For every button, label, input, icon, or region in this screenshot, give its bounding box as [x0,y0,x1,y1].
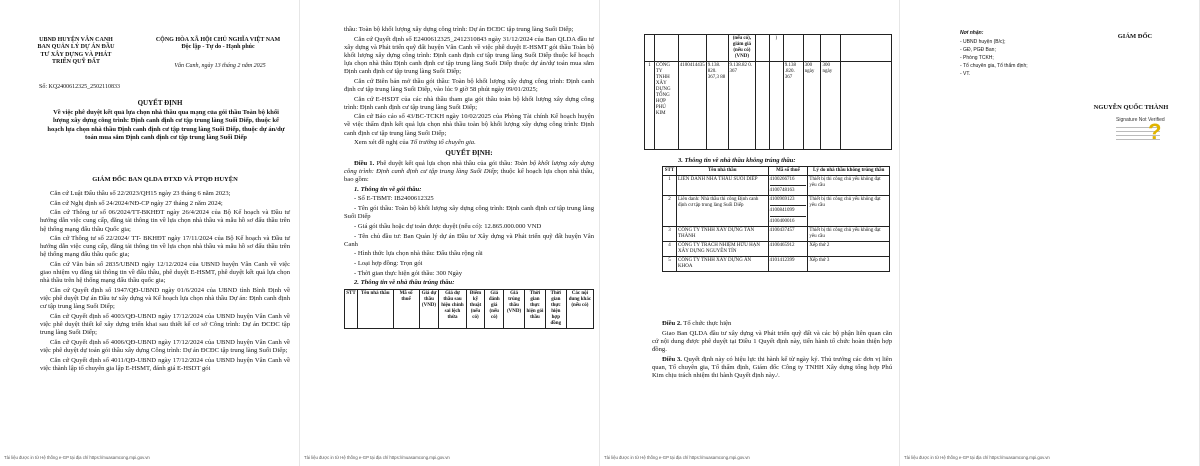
table-row [663,242,890,257]
col-header: Giá trúng thầu (VND) [504,290,525,329]
legal-basis: Căn cứ Báo cáo số 43/BC-TCKH ngày 10/02/2025 của Phòng Tài chính Kế hoạch huyện về việc thẩm định kết quả lựa chọn nhà thầu toàn bộ khối lượng xây dựng công trình: Định canh định cư tập trung làng Suối Diếp; [344,113,594,137]
row-tax: 4100414435 [678,62,706,150]
articles-2-3 [652,320,892,381]
row-bid-adjusted: 9.138.82 0. 367 [728,62,756,150]
recipients-title: Nơi nhận: [960,30,984,36]
row-reason: Xếp thứ 2 [808,242,890,257]
table-cell [783,35,803,62]
table-row [663,257,890,272]
article-text: ; thuộc kế hoạch lựa chọn nhà thầu, bao gồm: [344,167,594,184]
nation-line: CỘNG HÒA XÃ HỘI CHỦ NGHĨA VIỆT NAM [155,37,281,43]
signature-status: Signature Not Verified [1116,117,1165,123]
table-cell [756,62,770,150]
consideration [344,139,594,147]
page-footer: Tài liệu được in từ Hệ thống e-GP tại địa chỉ https://muasamcong.mpi.gov.vn [904,455,1050,460]
article-label: Điều 2. [662,320,682,327]
tax-code: 4100748163 [770,185,807,194]
row-name: Liên danh: Nhà thầu thi công Định canh định cư tập trung làng Suối Diếp [676,196,768,227]
decision-subject: Về việc phê duyệt kết quả lựa chọn nhà thầu qua mạng của gói thầu Toàn bộ khối lượng xây dựng công trình: Định canh định cư tập trung làng Suối Diếp, thuộc kế hoạch lựa chọn nhà thầu Định canh định cư tập trung làng Suối Diếp, thuộc dự án/dự toán mua sắm Định canh định cư tập trung làng Suối Diếp [47,109,285,141]
row-name: CÔNG TY TNHH XÂY DỰNG TẤN THÀNH [676,227,768,242]
legal-basis: Căn cứ Luật Đấu thầu số 22/2023/QH15 ngày 23 tháng 6 năm 2023; [50,190,231,197]
page-footer: Tài liệu được in từ Hệ thống e-GP tại địa chỉ https://muasamcong.mpi.gov.vn [304,455,450,460]
document-page-4 [900,0,1199,466]
row-tax [768,196,808,227]
article-2-heading [652,320,892,328]
legal-basis: Căn cứ Quyết định số 1947/QĐ-UBND ngày 01/6/2024 của UBND tỉnh Bình Định về việc phê duyệt Dự án Đầu tư xây dựng và Kế hoạch lựa chọn nhà thầu Dự án: Định canh định cư tập trung làng Suối Diếp; [40,287,290,311]
col-header: STT [663,167,677,176]
agency-line: TƯ XÂY DỰNG VÀ PHÁT [40,51,112,58]
table-cell: ) [770,35,784,62]
row-bid: 9.138. 820. 367,3 88 [706,62,728,150]
authority: GIÁM ĐỐC BAN QLDA ĐTXD VÀ PTQĐ HUYỆN [92,176,238,183]
table-cell [706,35,728,62]
page-footer: Tài liệu được in từ Hệ thống e-GP tại địa chỉ https://muasamcong.mpi.gov.vn [4,455,150,460]
signer-title: GIÁM ĐỐC [1117,33,1153,40]
recipient: - VT. [960,71,971,77]
article-2-text: Giao Ban QLDA đầu tư xây dựng và Phát triển quỹ đất và các bộ phận liên quan căn cứ nội dung được phê duyệt tại Điều 1 Quyết định này, tiến hành tổ chức hoàn thiện hợp đồng. [652,329,892,353]
table-row [663,227,890,242]
recipients [960,30,1060,77]
legal-basis: Căn cứ Thông tư số 06/2024/TT-BKHĐT ngày 26/4/2024 của Bộ Kế hoạch và Đầu tư hướng dẫn việc cung cấp, đăng tải thông tin về lựa chọn nhà thầu và mẫu hồ sơ đấu thầu trên hệ thống mạng đấu thầu Quốc gia; [40,209,290,233]
winner-table [644,34,892,150]
table-cell [803,35,821,62]
document-page-3 [600,0,899,466]
table-cell [678,35,706,62]
section-package-info: 1. Thông tin về gói thầu: [354,185,422,193]
agency-line: UBND HUYỆN VÂN CANH [39,37,113,43]
document-page-2 [300,0,599,466]
row-award: 9.138 .820. 367 [783,62,803,150]
info-line: - Số E-TBMT: IB2400612325 [354,195,434,203]
tax-code: 4100969123 [769,197,795,202]
consideration-ref: Tổ trưởng tổ chuyên gia. [410,139,476,147]
table-cell [841,35,892,62]
document-page-1 [0,0,299,466]
col-header: Thời gian thực hiện gói thầu [525,290,546,329]
row-reason: Thiết bị thi công chủ yếu không đạt yêu cầu [808,176,890,196]
table-header-row [345,290,594,329]
row-stt: 2 [663,196,677,227]
decision-title: QUYẾT ĐỊNH [137,99,183,107]
table-header-row [663,167,890,176]
info-line: - Tên chủ đầu tư: Ban Quản lý dự án Đầu tư Xây dựng và Phát triển quỹ đất huyện Vân Canh [344,232,594,248]
table-cell [770,62,784,150]
article-1 [344,160,594,184]
section-winner: 2. Thông tin về nhà thầu trúng thầu: [354,279,455,287]
row-name: LIÊN DANH NHÀ THẦU SUỐI DIẾP [676,176,768,196]
article-title: Tổ chức thực hiện [681,320,732,327]
signer-name: NGUYỄN QUỐC THÀNH [1093,104,1169,111]
non-winner-table [662,166,890,272]
legal-basis: Căn cứ E-HSDT của các nhà thầu tham gia gói thầu toàn bộ khối lượng xây dựng công trình: Định canh định cư tập trung làng Suối Diếp; [344,95,594,111]
decide-title: QUYẾT ĐỊNH: [445,149,493,158]
tax-code: 4100400016 [770,216,807,225]
row-stt: 3 [663,227,677,242]
legal-basis: Căn cứ Quyết định số 4006/QĐ-UBND ngày 17/12/2024 của UBND huyện Vân Canh về việc phê duyệt dự toán gói thầu xây dựng Công trình: Dự án ĐCĐC tập trung làng Suối Diếp; [40,338,290,354]
recipient: - Phòng TCKH; [960,55,994,61]
table-row [645,62,892,150]
col-header: Lý do nhà thầu không trúng thầu [808,167,890,176]
col-header: Tên nhà thầu [358,290,394,329]
winner-table-header [344,289,594,329]
issuing-agency [36,37,116,67]
col-header: Thời gian thực hiện hợp đồng [545,290,566,329]
tax-code: 4100266716 [769,177,795,182]
agency-line: BAN QUẢN LÝ DỰ ÁN ĐẦU [37,44,115,51]
legal-basis: Căn cứ Quyết định số 4003/QĐ-UBND ngày 17/12/2024 của UBND huyện Vân Canh về việc phê duyệt thiết kế xây dựng triển khai sau thiết kế cơ sở Công trình: Dự án ĐCĐC tập trung làng Suối Diếp; [40,312,290,337]
row-contract-duration: 300 ngày [821,62,841,150]
document-number: Số: KQ2400612325_2502110833 [39,84,120,90]
row-reason: Xếp thứ 3 [808,257,890,272]
package-name: Toàn bộ khối lượng xây dựng công trình: Định canh định cư tập trung làng Suối Diếp [344,159,595,175]
legal-basis: Căn cứ Nghị định số 24/2024/NĐ-CP ngày 27 tháng 2 năm 2024; [50,199,223,207]
article-label: Điều 3. [662,355,682,363]
row-stt: 5 [663,257,677,272]
page-footer: Tài liệu được in từ Hệ thống e-GP tại địa chỉ https://muasamcong.mpi.gov.vn [604,455,750,460]
legal-basis: Căn cứ Thông tư số 22/2024/ TT- BKHĐT ngày 17/11/2024 của Bộ Kế hoạch và Đầu tư hướng dẫn việc cung cấp, đăng tải thông tin về lựa chọn nhà thầu và mẫu hồ sơ đấu thầu trên hệ thống mạng đấu thầu quốc gia; [40,235,290,259]
info-line: - Loại hợp đồng: Trọn gói [354,260,423,268]
col-header: Các nội dung khác (nếu có) [566,290,593,329]
legal-bases [40,190,290,374]
motto-line: Độc lập - Tự do - Hạnh phúc [181,44,255,51]
section-non-winners: 3. Thông tin về nhà thầu không trúng thầu: [678,157,796,164]
row-stt: 1 [645,62,655,150]
legal-basis: Căn cứ Văn bản số 2835/UBND ngày 12/12/2024 của UBND huyện Vân Canh về việc giao nhiệm vụ đăng tải thông tin về đấu thầu, phê duyệt E-HSMT, phê duyệt kết quả lựa chọn nhà thầu trên hệ thống mạng đấu thầu quốc gia; [40,261,290,285]
article-text: Phê duyệt kết quả lựa chọn nhà thầu của gói thầu: [374,159,515,167]
info-line: - Hình thức lựa chọn nhà thầu: Đấu thầu rộng rãi [354,250,483,258]
legal-basis: Căn cứ Quyết định số 4011/QĐ-UBND ngày 17/12/2024 của UBND huyện Vân Canh về việc thành lập tổ chuyên gia lập E-HSMT, đánh giá E-HSDT gói [40,356,290,372]
tax-code: 4100841099 [770,205,807,214]
col-header: Giá dự thầu (VND) [419,290,439,329]
info-line: - Thời gian thực hiện gói thầu: 300 Ngày [354,269,463,277]
row-name: CÔNG TY TRÁCH NHIỆM HỮU HẠN XÂY DỰNG NGUYÊN TÍN [676,242,768,257]
national-header [150,37,286,52]
row-stt: 4 [663,242,677,257]
table-row [663,176,890,196]
recipient: - Tổ chuyên gia, Tổ thẩm định; [960,63,1028,69]
article-label: Điều 1. [354,159,375,167]
info-line: - Tên gói thầu: Toàn bộ khối lượng xây dựng công trình: Định canh định cư tập trung làng Suối Diếp [344,205,594,221]
row-stt: 1 [663,176,677,196]
recipient: - GĐ, PGĐ Ban; [960,47,996,53]
col-header: Điểm kỹ thuật (nếu có) [466,290,485,329]
col-header: Giá đánh giá (nếu có) [485,290,504,329]
table-cell [841,62,892,150]
row-tax: 4101412399 [768,257,808,272]
consideration-text: Xem xét đề nghị của [354,139,411,147]
row-tax [768,176,808,196]
legal-basis: Căn cứ Quyết định số E2400612325_2412310843 ngày 31/12/2024 của Ban QLDA đầu tư xây dựng và Phát triển quỹ đất huyện Vân Canh về việc phê duyệt E-HSMT gói thầu Toàn bộ khối lượng xây dựng công trình: Định canh định cư tập trung làng Suối Diếp thuộc kế hoạch lựa chọn nhà thầu Định canh định cư tập trung làng Suối Diếp thuộc dự án/dự toán mua sắm Định canh định cư tập trung làng Suối Diếp; [344,35,594,76]
row-name: CÔNG TY TNHH XÂY DỰNG TỔNG HỢP PHÚ KIM [654,62,678,150]
place-date: Vân Canh, ngày 13 tháng 2 năm 2025 [174,63,266,69]
table-cell [821,35,841,62]
row-reason: Thiết bị thi công chủ yếu không đạt yêu cầu [808,196,890,227]
table-cell [756,35,770,62]
col-header: Giá dự thầu sau hiệu chỉnh sai lệch thừa [439,290,466,329]
page2-body [344,26,594,329]
table-cell [645,35,655,62]
table-row [663,196,890,227]
question-mark-icon: ? [1148,119,1162,144]
article-3 [652,356,892,380]
row-tax: 4100437457 [768,227,808,242]
agency-line: TRIỂN QUỸ ĐẤT [51,59,100,66]
digital-signature[interactable] [1116,117,1194,149]
row-name: CÔNG TY TNHH XÂY DỰNG ÂN KHOA [676,257,768,272]
row-tax: 4100465912 [768,242,808,257]
table-cell: (nếu có), giảm giá (nếu có) (VND) [728,35,756,62]
recipient: - UBND huyện (B/c); [960,39,1006,45]
table-cell [654,35,678,62]
col-header: STT [345,290,358,329]
row-reason: Thiết bị thi công chủ yếu không đạt yêu cầu [808,227,890,242]
info-line: - Giá gói thầu hoặc dự toán được duyệt (nếu có): 12.865.000.000 VND [354,222,542,230]
col-header: Mã số thuế [393,290,419,329]
table-header-continuation [645,35,892,62]
row-duration: 300 ngày [803,62,821,150]
col-header: Tên nhà thầu [676,167,768,176]
basis-continuation: thầu: Toàn bộ khối lượng xây dựng công trình: Dự án ĐCĐC tập trung làng Suối Diếp; [344,26,574,33]
article-text: Quyết định này có hiệu lực thi hành kể từ ngày ký. Thủ trưởng các đơn vị liên quan, Tổ chuyên gia, Tổ thẩm định, Giám đốc Công ty TNHH Xây dựng tổng hợp Phú Kim chịu trách nhiệm thi hành Quyết định này./. [652,355,893,379]
col-header: Mã số thuế [768,167,808,176]
legal-basis: Căn cứ Biên bản mở thầu gói thầu: Toàn bộ khối lượng xây dựng công trình: Định canh định cư tập trung làng Suối Diếp, vào lúc 9 giờ 58 phút ngày 09/01/2025; [344,77,594,93]
